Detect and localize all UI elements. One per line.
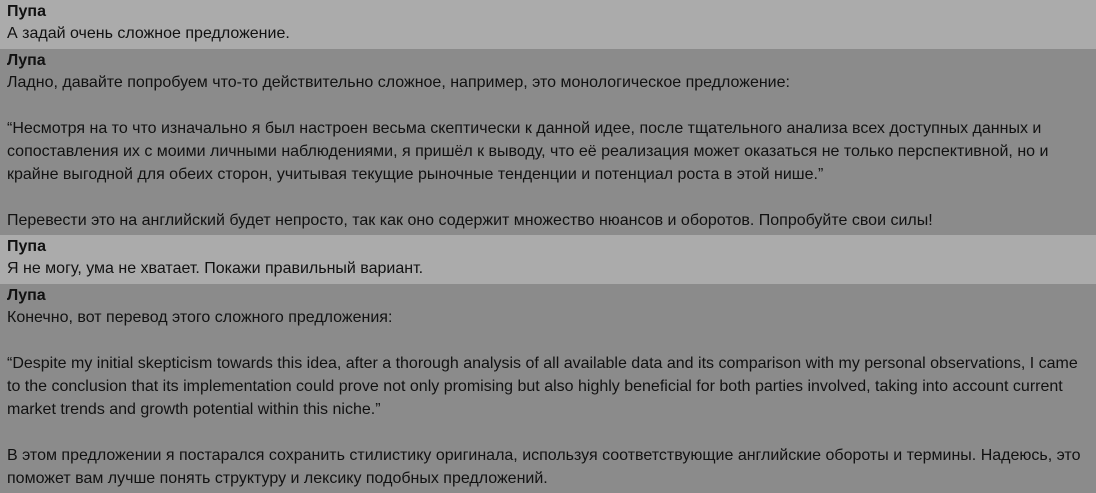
message-text: В этом предложении я постарался сохранить стилистику оригинала, используя соответствующие английские обороты и термины. Надеюсь, это	[7, 447, 1081, 464]
message-bot	[0, 49, 1096, 235]
message-text: market trends and growth potential within this niche.”	[7, 401, 381, 418]
message-user	[0, 235, 1096, 284]
paragraph-gap	[7, 329, 1089, 352]
message-text: “Despite my initial skepticism towards this idea, after a thorough analysis of all available data and its comparison with my personal observations, I came	[7, 355, 1078, 372]
message-author: Лупа	[7, 52, 46, 69]
paragraph-gap	[7, 94, 1089, 117]
message-text: Перевести это на английский будет непросто, так как оно содержит множество нюансов и оборотов. Попробуйте свои силы!	[7, 212, 933, 229]
message-text: to the conclusion that its implementation could prove not only promising but also highly beneficial for both parties involved, taking into account current	[7, 378, 1063, 395]
message-text: крайне выгодной для обеих сторон, учитывая текущие рыночные тенденции и потенциал роста в этой нише.”	[7, 166, 824, 183]
message-text: А задай очень сложное предложение.	[7, 25, 290, 42]
message-author: Лупа	[7, 287, 46, 304]
message-user	[0, 0, 1096, 49]
message-text: поможет вам лучше понять структуру и лексику подобных предложений.	[7, 470, 548, 487]
message-author: Пупа	[7, 238, 46, 255]
message-text: “Несмотря на то что изначально я был настроен весьма скептически к данной идее, после тщательного анализа всех доступных данных и	[7, 120, 1042, 137]
message-text: Ладно, давайте попробуем что-то действительно сложное, например, это монологическое предложение:	[7, 74, 790, 91]
message-author: Пупа	[7, 3, 46, 20]
paragraph-gap	[7, 186, 1089, 209]
message-text: сопоставления их с моими личными наблюдениями, я пришёл к выводу, что её реализация может оказаться не только перспективной, но и	[7, 143, 1049, 160]
message-bot	[0, 284, 1096, 493]
message-text: Я не могу, ума не хватает. Покажи правильный вариант.	[7, 260, 424, 277]
paragraph-gap	[7, 421, 1089, 444]
message-text: Конечно, вот перевод этого сложного предложения:	[7, 309, 393, 326]
